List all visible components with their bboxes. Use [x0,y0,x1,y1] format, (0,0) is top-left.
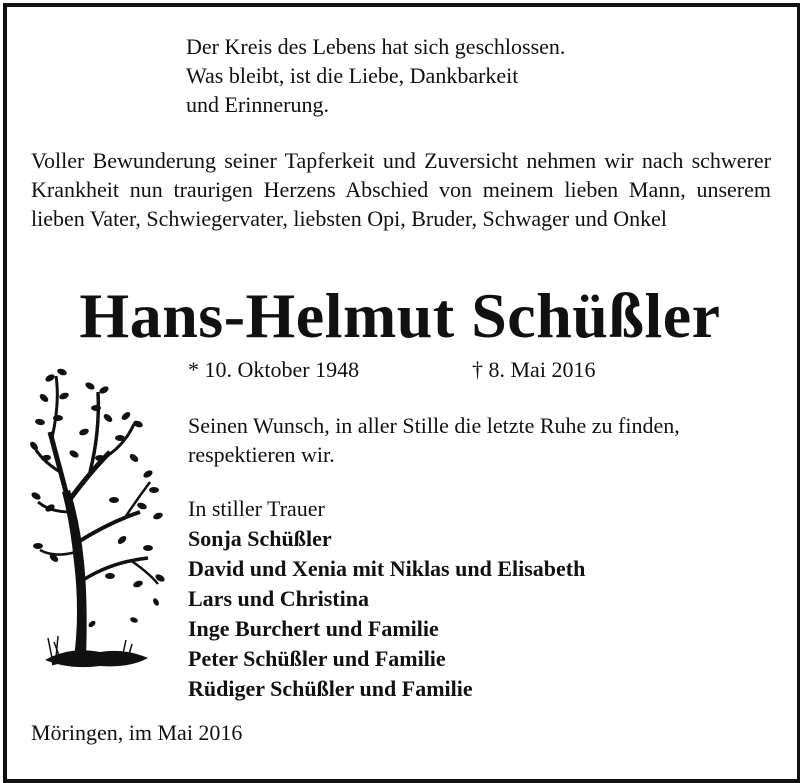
mourners-block [188,494,585,704]
place-date: Möringen, im Mai 2016 [31,720,243,745]
tree-icon [30,362,170,682]
mourner-name: David und Xenia mit Niklas und Elisabeth [188,556,586,581]
motto-line: Was bleibt, ist die Liebe, Dankbarkeit [186,63,519,88]
intro-text: Voller Bewunderung seiner Tapferkeit und Zuversicht nehmen wir nach schwerer Krankheit nun traurigen Herzens Abschied von meinem lieben Mann, unserem lieben Vater, Schwiegervater, liebsten Opi, Bruder, Schwager und Onkel [31,148,771,231]
death-date: † 8. Mai 2016 [472,357,596,382]
wish-text: Seinen Wunsch, in aller Stille die letzte Ruhe zu finden, respektieren wir. [188,413,680,467]
mourner-name: Inge Burchert und Familie [188,616,439,641]
mourner-name: Sonja Schüßler [188,526,332,551]
deceased-name: Hans-Helmut Schüßler [79,280,721,351]
birth-date: * 10. Oktober 1948 [188,357,360,382]
mourner-name: Peter Schüßler und Familie [188,646,446,671]
mourner-name: Lars und Christina [188,586,369,611]
motto-line: und Erinnerung. [186,92,329,117]
motto [186,32,565,119]
motto-line: Der Kreis des Lebens hat sich geschlossen. [186,34,566,59]
mourning-intro: In stiller Trauer [188,496,325,521]
mourner-name: Rüdiger Schüßler und Familie [188,676,473,701]
